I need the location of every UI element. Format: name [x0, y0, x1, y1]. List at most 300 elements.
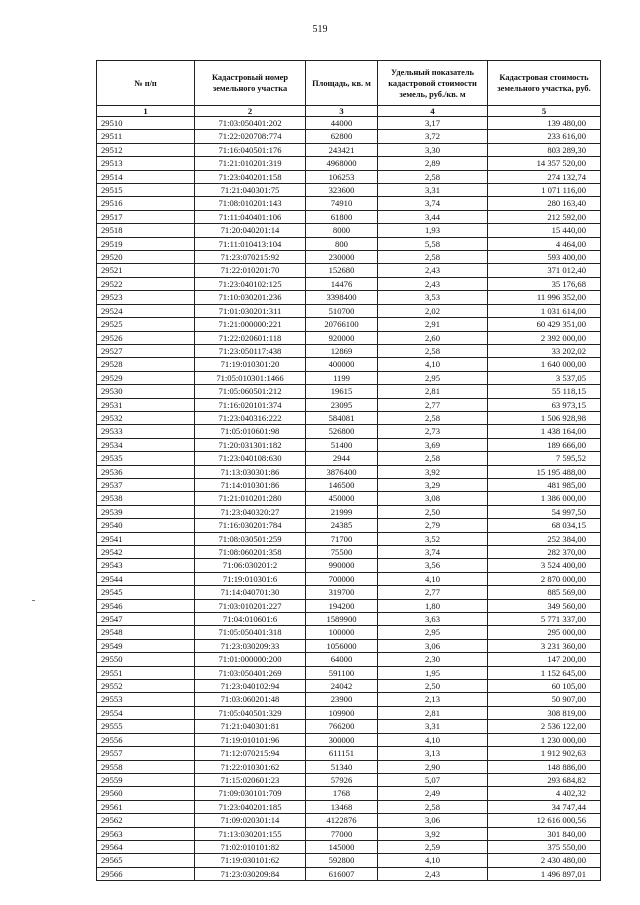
row-number-cell: 29536: [97, 465, 195, 478]
row-number-cell: 29534: [97, 438, 195, 451]
specific-value-cell: 2,73: [378, 425, 488, 438]
row-number-cell: 29560: [97, 787, 195, 800]
cadastral-number-cell: 71:22:010301:62: [195, 760, 306, 773]
header-number: № п/п: [97, 61, 195, 106]
row-number-cell: 29523: [97, 291, 195, 304]
specific-value-cell: 2,58: [378, 170, 488, 183]
row-number-cell: 29517: [97, 210, 195, 223]
row-number-cell: 29514: [97, 170, 195, 183]
area-cell: 526800: [306, 425, 378, 438]
cadastral-value-cell: 293 684,82: [488, 773, 601, 786]
row-number-cell: 29543: [97, 559, 195, 572]
area-cell: 62800: [306, 130, 378, 143]
table-row: [97, 840, 601, 853]
table-row: [97, 747, 601, 760]
specific-value-cell: 2,43: [378, 867, 488, 880]
row-number-cell: 29564: [97, 840, 195, 853]
cadastral-number-cell: 71:21:040301:75: [195, 184, 306, 197]
specific-value-cell: 3,31: [378, 184, 488, 197]
table-row: [97, 277, 601, 290]
row-number-cell: 29548: [97, 626, 195, 639]
table-row: [97, 358, 601, 371]
cadastral-value-cell: 282 370,00: [488, 546, 601, 559]
cadastral-number-cell: 71:23:070215:92: [195, 251, 306, 264]
area-cell: 57926: [306, 773, 378, 786]
table-row: [97, 251, 601, 264]
specific-value-cell: 2,95: [378, 371, 488, 384]
area-cell: 61800: [306, 210, 378, 223]
area-cell: 152680: [306, 264, 378, 277]
row-number-cell: 29549: [97, 639, 195, 652]
row-number-cell: 29533: [97, 425, 195, 438]
cadastral-value-cell: 15 440,00: [488, 224, 601, 237]
area-cell: 64000: [306, 653, 378, 666]
cadastral-number-cell: 71:03:010201:227: [195, 599, 306, 612]
cadastral-value-cell: 4 464,00: [488, 237, 601, 250]
row-number-cell: 29513: [97, 157, 195, 170]
cadastral-value-cell: 60 105,00: [488, 680, 601, 693]
cadastral-number-cell: 71:14:040701:30: [195, 586, 306, 599]
table-row: [97, 532, 601, 545]
cadastral-number-cell: 71:21:010201:319: [195, 157, 306, 170]
specific-value-cell: 2,58: [378, 800, 488, 813]
specific-value-cell: 1,80: [378, 599, 488, 612]
specific-value-cell: 3,92: [378, 827, 488, 840]
specific-value-cell: 3,53: [378, 291, 488, 304]
area-cell: 194200: [306, 599, 378, 612]
cadastral-number-cell: 71:04:010601:6: [195, 613, 306, 626]
area-cell: 19615: [306, 385, 378, 398]
cadastral-number-cell: 71:23:030209:33: [195, 639, 306, 652]
area-cell: 20766100: [306, 318, 378, 331]
cadastral-number-cell: 71:23:040316:222: [195, 411, 306, 424]
table-row: [97, 639, 601, 652]
area-cell: 319700: [306, 586, 378, 599]
specific-value-cell: 2,91: [378, 318, 488, 331]
cadastral-number-cell: 71:15:020601:23: [195, 773, 306, 786]
cadastral-number-cell: 71:05:010601:98: [195, 425, 306, 438]
specific-value-cell: 2,50: [378, 680, 488, 693]
column-number: 1: [97, 106, 195, 117]
cadastral-value-cell: 1 152 645,00: [488, 666, 601, 679]
row-number-cell: 29554: [97, 706, 195, 719]
table-row: [97, 157, 601, 170]
row-number-cell: 29516: [97, 197, 195, 210]
cadastral-number-cell: 71:23:040201:158: [195, 170, 306, 183]
table-row: [97, 184, 601, 197]
table-row: [97, 599, 601, 612]
cadastral-value-cell: 7 595,52: [488, 452, 601, 465]
area-cell: 21999: [306, 505, 378, 518]
area-cell: 400000: [306, 358, 378, 371]
cadastral-value-cell: 1 640 000,00: [488, 358, 601, 371]
cadastral-value-cell: 34 747,44: [488, 800, 601, 813]
cadastral-value-cell: 1 071 116,00: [488, 184, 601, 197]
area-cell: 243421: [306, 143, 378, 156]
cadastral-value-cell: 375 550,00: [488, 840, 601, 853]
row-number-cell: 29547: [97, 613, 195, 626]
cadastral-value-cell: 233 616,00: [488, 130, 601, 143]
specific-value-cell: 2,13: [378, 693, 488, 706]
table-row: [97, 371, 601, 384]
cadastral-value-cell: 148 886,00: [488, 760, 601, 773]
cadastral-value-cell: 1 230 000,00: [488, 733, 601, 746]
table-row: [97, 760, 601, 773]
area-cell: 2944: [306, 452, 378, 465]
cadastral-number-cell: 71:13:030301:86: [195, 465, 306, 478]
area-cell: 300000: [306, 733, 378, 746]
row-number-cell: 29556: [97, 733, 195, 746]
cadastral-value-cell: 280 163,40: [488, 197, 601, 210]
specific-value-cell: 4,10: [378, 854, 488, 867]
cadastral-value-cell: 4 402,32: [488, 787, 601, 800]
cadastral-value-cell: 885 569,00: [488, 586, 601, 599]
row-number-cell: 29539: [97, 505, 195, 518]
table-row: [97, 130, 601, 143]
row-number-cell: 29552: [97, 680, 195, 693]
row-number-cell: 29528: [97, 358, 195, 371]
cadastral-value-cell: 274 132,74: [488, 170, 601, 183]
cadastral-value-cell: 1 438 164,00: [488, 425, 601, 438]
area-cell: 990000: [306, 559, 378, 572]
specific-value-cell: 2,43: [378, 264, 488, 277]
cadastral-value-cell: 295 000,00: [488, 626, 601, 639]
area-cell: 1768: [306, 787, 378, 800]
cadastral-value-cell: 1 031 614,00: [488, 304, 601, 317]
area-cell: 8000: [306, 224, 378, 237]
row-number-cell: 29530: [97, 385, 195, 398]
row-number-cell: 29540: [97, 519, 195, 532]
cadastral-value-cell: 2 536 122,00: [488, 720, 601, 733]
row-number-cell: 29561: [97, 800, 195, 813]
cadastral-value-cell: 189 666,00: [488, 438, 601, 451]
cadastral-number-cell: 71:19:010301:20: [195, 358, 306, 371]
column-number: 3: [306, 106, 378, 117]
area-cell: 616007: [306, 867, 378, 880]
cadastral-number-cell: 71:21:010201:280: [195, 492, 306, 505]
table-row: [97, 465, 601, 478]
specific-value-cell: 3,30: [378, 143, 488, 156]
cadastral-value-cell: 50 907,00: [488, 693, 601, 706]
area-cell: 14476: [306, 277, 378, 290]
area-cell: 766200: [306, 720, 378, 733]
specific-value-cell: 3,13: [378, 747, 488, 760]
row-number-cell: 29565: [97, 854, 195, 867]
specific-value-cell: 2,58: [378, 452, 488, 465]
specific-value-cell: 2,50: [378, 505, 488, 518]
area-cell: 13468: [306, 800, 378, 813]
row-number-cell: 29532: [97, 411, 195, 424]
row-number-cell: 29515: [97, 184, 195, 197]
cadastral-value-cell: 803 289,30: [488, 143, 601, 156]
cadastral-number-cell: 71:08:060201:358: [195, 546, 306, 559]
table-row: [97, 452, 601, 465]
specific-value-cell: 2,90: [378, 760, 488, 773]
cadastral-number-cell: 71:10:030201:236: [195, 291, 306, 304]
table-row: [97, 344, 601, 357]
specific-value-cell: 3,17: [378, 117, 488, 130]
row-number-cell: 29510: [97, 117, 195, 130]
area-cell: 591100: [306, 666, 378, 679]
cadastral-value-cell: 2 430 480,00: [488, 854, 601, 867]
table-row: [97, 331, 601, 344]
table-row: [97, 318, 601, 331]
cadastral-number-cell: 71:23:040102:94: [195, 680, 306, 693]
area-cell: 1589900: [306, 613, 378, 626]
specific-value-cell: 3,74: [378, 197, 488, 210]
specific-value-cell: 3,74: [378, 546, 488, 559]
table-row: [97, 224, 601, 237]
area-cell: 100000: [306, 626, 378, 639]
specific-value-cell: 3,63: [378, 613, 488, 626]
row-number-cell: 29557: [97, 747, 195, 760]
specific-value-cell: 2,95: [378, 626, 488, 639]
cadastral-number-cell: 71:05:010301:1466: [195, 371, 306, 384]
cadastral-value-cell: 3 231 360,00: [488, 639, 601, 652]
cadastral-value-cell: 301 840,00: [488, 827, 601, 840]
cadastral-number-cell: 71:23:040320:27: [195, 505, 306, 518]
table-row: [97, 613, 601, 626]
cadastral-value-cell: 3 524 400,00: [488, 559, 601, 572]
cadastral-table: [96, 60, 601, 881]
row-number-cell: 29562: [97, 814, 195, 827]
area-cell: 106253: [306, 170, 378, 183]
cadastral-number-cell: 71:08:030501:259: [195, 532, 306, 545]
cadastral-number-cell: 71:23:040201:185: [195, 800, 306, 813]
header-row: [97, 61, 601, 106]
area-cell: 700000: [306, 572, 378, 585]
area-cell: 1199: [306, 371, 378, 384]
area-cell: 584081: [306, 411, 378, 424]
table-row: [97, 733, 601, 746]
cadastral-number-cell: 71:19:010101:96: [195, 733, 306, 746]
specific-value-cell: 3,08: [378, 492, 488, 505]
area-cell: 71700: [306, 532, 378, 545]
area-cell: 510700: [306, 304, 378, 317]
area-cell: 74910: [306, 197, 378, 210]
row-number-cell: 29566: [97, 867, 195, 880]
margin-mark: [32, 600, 35, 601]
table-row: [97, 680, 601, 693]
area-cell: 109900: [306, 706, 378, 719]
cadastral-number-cell: 71:12:070215:94: [195, 747, 306, 760]
cadastral-number-cell: 71:08:010201:143: [195, 197, 306, 210]
specific-value-cell: 2,02: [378, 304, 488, 317]
table-row: [97, 666, 601, 679]
table-row: [97, 572, 601, 585]
specific-value-cell: 1,95: [378, 666, 488, 679]
table-row: [97, 264, 601, 277]
cadastral-value-cell: 12 616 000,56: [488, 814, 601, 827]
header-area: Площадь, кв. м: [306, 61, 378, 106]
cadastral-value-cell: 3 537,05: [488, 371, 601, 384]
table-row: [97, 546, 601, 559]
table-row: [97, 626, 601, 639]
cadastral-number-cell: 71:16:020101:374: [195, 398, 306, 411]
header-specific-value: Удельный показатель кадастровой стоимости земель, руб./кв. м: [378, 61, 488, 106]
cadastral-number-cell: 71:03:050401:269: [195, 666, 306, 679]
area-cell: 230000: [306, 251, 378, 264]
row-number-cell: 29524: [97, 304, 195, 317]
specific-value-cell: 2,60: [378, 331, 488, 344]
row-number-cell: 29526: [97, 331, 195, 344]
row-number-cell: 29525: [97, 318, 195, 331]
row-number-cell: 29511: [97, 130, 195, 143]
row-number-cell: 29546: [97, 599, 195, 612]
page-number: 519: [312, 24, 328, 35]
cadastral-number-cell: 71:21:040301:81: [195, 720, 306, 733]
table-row: [97, 197, 601, 210]
row-number-cell: 29535: [97, 452, 195, 465]
specific-value-cell: 2,58: [378, 411, 488, 424]
area-cell: 1056000: [306, 639, 378, 652]
area-cell: 51400: [306, 438, 378, 451]
specific-value-cell: 2,89: [378, 157, 488, 170]
cadastral-number-cell: 71:14:010301:86: [195, 478, 306, 491]
table-row: [97, 519, 601, 532]
cadastral-value-cell: 1 386 000,00: [488, 492, 601, 505]
table-row: [97, 438, 601, 451]
specific-value-cell: 2,81: [378, 706, 488, 719]
cadastral-number-cell: 71:16:030201:784: [195, 519, 306, 532]
area-cell: 24385: [306, 519, 378, 532]
specific-value-cell: 2,81: [378, 385, 488, 398]
area-cell: 145000: [306, 840, 378, 853]
row-number-cell: 29542: [97, 546, 195, 559]
specific-value-cell: 2,77: [378, 398, 488, 411]
area-cell: 3398400: [306, 291, 378, 304]
area-cell: 51340: [306, 760, 378, 773]
cadastral-value-cell: 212 592,00: [488, 210, 601, 223]
table-row: [97, 814, 601, 827]
cadastral-number-cell: 71:23:040108:630: [195, 452, 306, 465]
header-cadastral-number: Кадастровый номер земельного участка: [195, 61, 306, 106]
specific-value-cell: 3,56: [378, 559, 488, 572]
table-row: [97, 854, 601, 867]
cadastral-value-cell: 5 771 337,00: [488, 613, 601, 626]
cadastral-number-cell: 71:01:000000:200: [195, 653, 306, 666]
area-cell: 146500: [306, 478, 378, 491]
specific-value-cell: 2,43: [378, 277, 488, 290]
cadastral-number-cell: 71:23:030209:84: [195, 867, 306, 880]
cadastral-number-cell: 71:05:040501:329: [195, 706, 306, 719]
table-row: [97, 291, 601, 304]
cadastral-number-cell: 71:11:040401:106: [195, 210, 306, 223]
area-cell: 75500: [306, 546, 378, 559]
column-number-row: [97, 106, 601, 117]
table-row: [97, 827, 601, 840]
cadastral-number-cell: 71:01:030201:311: [195, 304, 306, 317]
row-number-cell: 29563: [97, 827, 195, 840]
row-number-cell: 29520: [97, 251, 195, 264]
cadastral-number-cell: 71:05:050401:318: [195, 626, 306, 639]
cadastral-number-cell: 71:02:010101:82: [195, 840, 306, 853]
area-cell: 24042: [306, 680, 378, 693]
cadastral-number-cell: 71:03:060201:48: [195, 693, 306, 706]
row-number-cell: 29521: [97, 264, 195, 277]
area-cell: 77000: [306, 827, 378, 840]
table-row: [97, 800, 601, 813]
cadastral-number-cell: 71:19:030101:62: [195, 854, 306, 867]
row-number-cell: 29527: [97, 344, 195, 357]
table-row: [97, 867, 601, 880]
area-cell: 3876400: [306, 465, 378, 478]
specific-value-cell: 2,59: [378, 840, 488, 853]
cadastral-number-cell: 71:16:040501:176: [195, 143, 306, 156]
specific-value-cell: 2,77: [378, 586, 488, 599]
specific-value-cell: 2,79: [378, 519, 488, 532]
area-cell: 611151: [306, 747, 378, 760]
row-number-cell: 29551: [97, 666, 195, 679]
specific-value-cell: 3,44: [378, 210, 488, 223]
table-row: [97, 425, 601, 438]
specific-value-cell: 2,58: [378, 251, 488, 264]
table-row: [97, 720, 601, 733]
column-number: 5: [488, 106, 601, 117]
cadastral-value-cell: 11 996 352,00: [488, 291, 601, 304]
cadastral-value-cell: 68 034,15: [488, 519, 601, 532]
cadastral-number-cell: 71:03:050401:202: [195, 117, 306, 130]
row-number-cell: 29531: [97, 398, 195, 411]
row-number-cell: 29559: [97, 773, 195, 786]
area-cell: 592800: [306, 854, 378, 867]
specific-value-cell: 2,30: [378, 653, 488, 666]
table-body: [97, 117, 601, 881]
table-row: [97, 773, 601, 786]
cadastral-value-cell: 54 997,50: [488, 505, 601, 518]
specific-value-cell: 2,49: [378, 787, 488, 800]
table-row: [97, 706, 601, 719]
table-row: [97, 411, 601, 424]
table-row: [97, 787, 601, 800]
row-number-cell: 29529: [97, 371, 195, 384]
cadastral-value-cell: 60 429 351,00: [488, 318, 601, 331]
table-row: [97, 170, 601, 183]
specific-value-cell: 3,72: [378, 130, 488, 143]
row-number-cell: 29553: [97, 693, 195, 706]
cadastral-value-cell: 481 985,00: [488, 478, 601, 491]
cadastral-value-cell: 1 506 928,98: [488, 411, 601, 424]
cadastral-value-cell: 2 870 000,00: [488, 572, 601, 585]
table-row: [97, 693, 601, 706]
area-cell: 4122876: [306, 814, 378, 827]
specific-value-cell: 3,92: [378, 465, 488, 478]
row-number-cell: 29537: [97, 478, 195, 491]
cadastral-value-cell: 2 392 000,00: [488, 331, 601, 344]
table-row: [97, 559, 601, 572]
cadastral-number-cell: 71:23:040102:125: [195, 277, 306, 290]
cadastral-number-cell: 71:05:060501:212: [195, 385, 306, 398]
cadastral-number-cell: 71:21:000000:221: [195, 318, 306, 331]
row-number-cell: 29550: [97, 653, 195, 666]
specific-value-cell: 3,29: [378, 478, 488, 491]
cadastral-value-cell: 252 384,00: [488, 532, 601, 545]
table-row: [97, 492, 601, 505]
area-cell: 44000: [306, 117, 378, 130]
table-row: [97, 586, 601, 599]
table-row: [97, 237, 601, 250]
cadastral-value-cell: 33 202,02: [488, 344, 601, 357]
row-number-cell: 29522: [97, 277, 195, 290]
row-number-cell: 29538: [97, 492, 195, 505]
table-row: [97, 653, 601, 666]
cadastral-value-cell: 593 400,00: [488, 251, 601, 264]
column-number: 4: [378, 106, 488, 117]
table-row: [97, 304, 601, 317]
cadastral-value-cell: 14 357 520,00: [488, 157, 601, 170]
table-row: [97, 398, 601, 411]
area-cell: 920000: [306, 331, 378, 344]
